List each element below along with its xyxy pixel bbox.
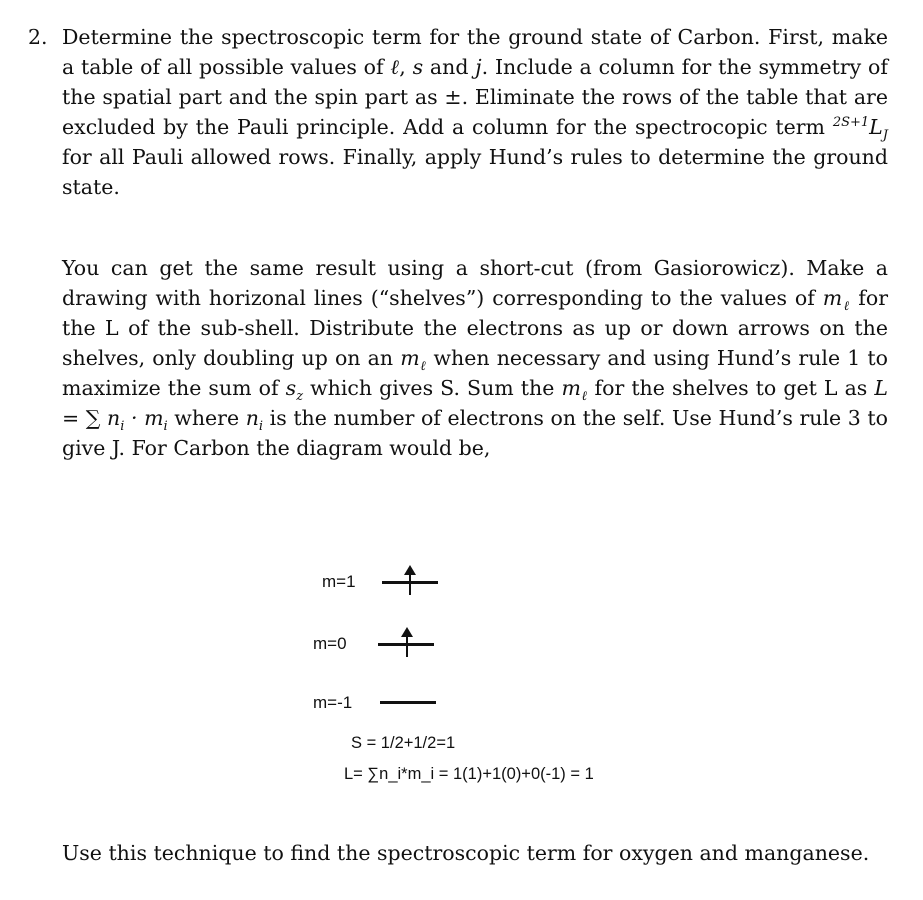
shortcut-text-b: for the L of the sub-shell. Distribute the electrons as up or down arrows on the shelves, only doubling up on an xyxy=(62,286,889,370)
shortcut-text-f: where xyxy=(167,406,246,430)
shortcut-text-g: is the number of electrons on the self. Use Hund’s rule 3 to give J. For Carbon the diagram would be, xyxy=(62,406,888,460)
symbol-ell: ℓ xyxy=(390,55,400,79)
problem-text-b: , xyxy=(399,55,413,79)
symbol-n-sub: i xyxy=(258,419,264,435)
closing-paragraph: Use this technique to find the spectroscopic term for oxygen and manganese. xyxy=(62,841,870,865)
symbol-j: j xyxy=(475,55,482,79)
shelf-line xyxy=(380,701,436,704)
shortcut-text-e: for the shelves to get L as xyxy=(587,376,875,400)
spin-equation: S = 1/2+1/2=1 xyxy=(351,734,456,752)
symbol-s: s xyxy=(412,55,424,79)
symbol-m-sub: ℓ xyxy=(419,359,427,375)
shelf-label: m=-1 xyxy=(313,693,353,712)
problem-text-e: for all Pauli allowed rows. Finally, apply Hund’s rules to determine the ground state. xyxy=(62,145,888,199)
formula-sub: i xyxy=(120,419,125,435)
symbol-m-sub: ℓ xyxy=(842,299,851,315)
problem-number: 2. xyxy=(28,25,48,49)
symbol-m: m xyxy=(561,376,581,400)
up-arrow-icon xyxy=(409,571,411,595)
shortcut-text-a: You can get the same result using a short-cut (from Gasiorowicz). Make a drawing with horizonal lines (“shelves”) corresponding to the values of xyxy=(62,256,888,310)
term-J: J xyxy=(882,128,888,144)
up-arrow-icon xyxy=(406,633,408,657)
symbol-m: m xyxy=(400,346,420,370)
shortcut-text-d: which gives S. Sum the xyxy=(303,376,562,400)
symbol-s-sub: z xyxy=(296,389,304,405)
symbol-m-sub: ℓ xyxy=(580,389,588,405)
shelf-label: m=0 xyxy=(313,634,347,653)
formula-mid: · m xyxy=(124,406,164,430)
problem-text-d: . Include a column for the symmetry of the spatial part and the spin part as ±. Eliminate the rows of the table that are excluded by the Pauli principle. Add a column for the spectrocopic term xyxy=(62,55,888,139)
symbol-m: m xyxy=(822,286,843,310)
problem-text-c: and xyxy=(423,55,476,79)
shortcut-text-c: when necessary and using Hund’s rule 1 to maximize the sum of xyxy=(62,346,889,400)
orbital-equation: L= ∑n_i*m_i = 1(1)+1(0)+0(-1) = 1 xyxy=(344,765,594,783)
formula-start: L = ∑ n xyxy=(62,376,889,430)
shelf-label: m=1 xyxy=(322,572,356,591)
problem-text-a: Determine the spectroscopic term for the ground state of Carbon. First, make a table of all possible values of xyxy=(62,25,888,79)
symbol-s: s xyxy=(285,376,297,400)
symbol-n: n xyxy=(245,406,259,430)
term-multiplicity: 2S+1 xyxy=(832,115,870,130)
term-L: L xyxy=(869,115,883,139)
formula-sub: i xyxy=(163,419,168,435)
